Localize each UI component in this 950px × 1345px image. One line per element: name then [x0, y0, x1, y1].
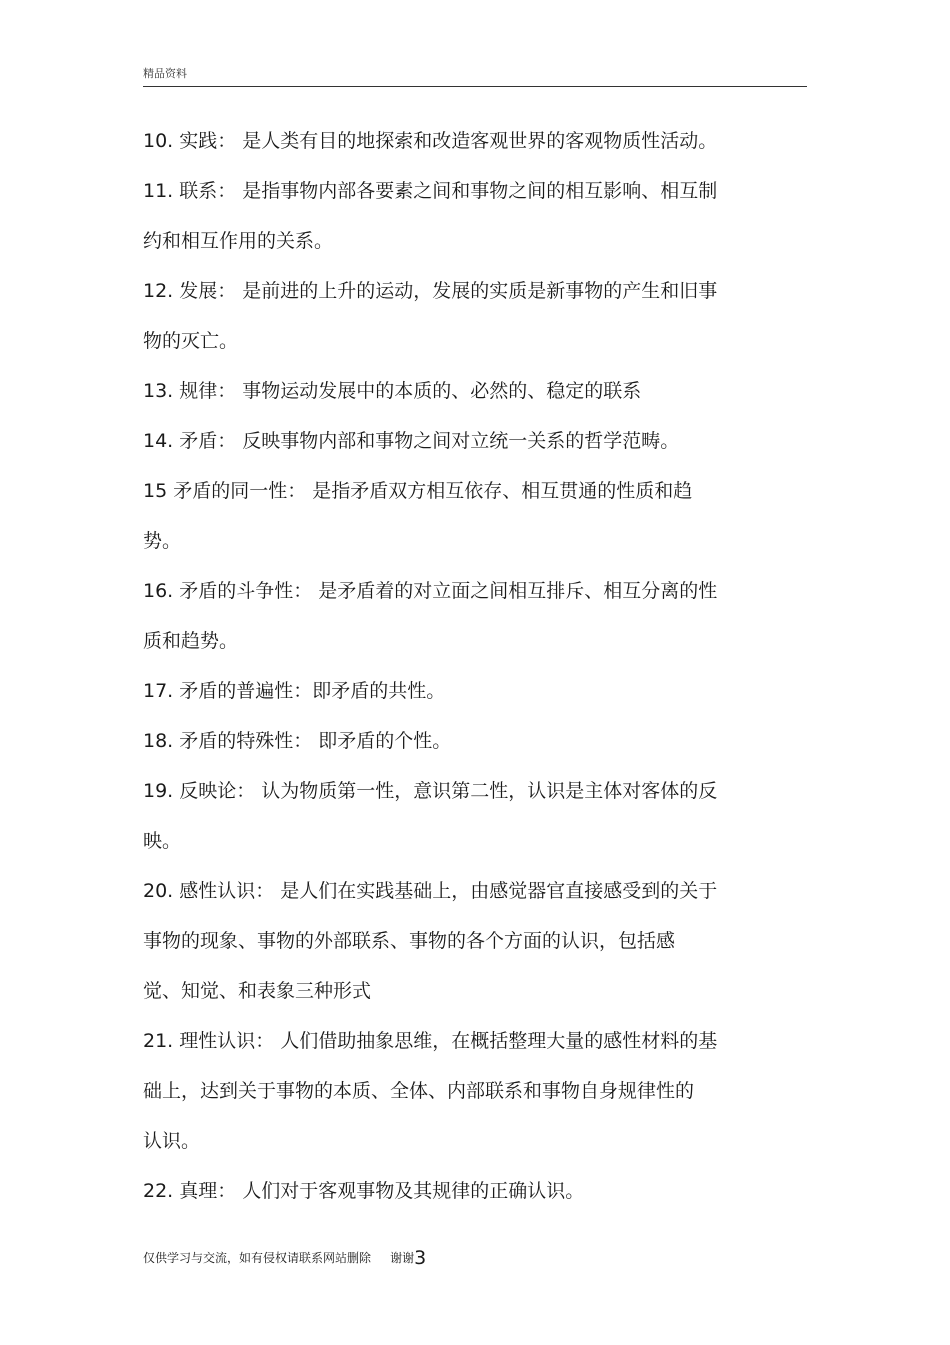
- header-label: 精品资料: [143, 67, 187, 80]
- text-line: 事物的现象、事物的外部联系、事物的各个方面的认识，包括感: [143, 930, 676, 952]
- text-line: 20. 感性认识： 是人们在实践基础上，由感觉器官直接感受到的关于: [143, 880, 718, 902]
- footer-thanks: 谢谢: [390, 1251, 415, 1265]
- page-number: 3: [414, 1247, 427, 1269]
- text-line: 势。: [143, 530, 182, 552]
- text-line: 14. 矛盾： 反映事物内部和事物之间对立统一关系的哲学范畴。: [143, 430, 680, 452]
- text-line: 21. 理性认识： 人们借助抽象思维，在概括整理大量的感性材料的基: [143, 1030, 718, 1052]
- text-line: 22. 真理： 人们对于客观事物及其规律的正确认识。: [143, 1180, 585, 1202]
- text-line: 19. 反映论： 认为物质第一性，意识第二性，认识是主体对客体的反: [143, 780, 718, 802]
- footer-notice: 仅供学习与交流，如有侵权请联系网站删除: [143, 1251, 372, 1265]
- text-line: 12. 发展： 是前进的上升的运动，发展的实质是新事物的产生和旧事: [143, 280, 718, 302]
- text-line: 17. 矛盾的普遍性：即矛盾的共性。: [143, 680, 446, 702]
- text-line: 18. 矛盾的特殊性： 即矛盾的个性。: [143, 730, 452, 752]
- text-line: 16. 矛盾的斗争性： 是矛盾着的对立面之间相互排斥、相互分离的性: [143, 580, 718, 602]
- text-line: 11. 联系： 是指事物内部各要素之间和事物之间的相互影响、相互制: [143, 180, 718, 202]
- text-line: 质和趋势。: [143, 630, 239, 652]
- text-line: 15 矛盾的同一性： 是指矛盾双方相互依存、相互贯通的性质和趋: [143, 480, 693, 502]
- text-line: 13. 规律： 事物运动发展中的本质的、必然的、稳定的联系: [143, 380, 642, 402]
- text-line: 约和相互作用的关系。: [143, 230, 334, 252]
- text-line: 10. 实践： 是人类有目的地探索和改造客观世界的客观物质性活动。: [143, 130, 718, 152]
- document-body: [143, 116, 783, 1216]
- text-line: 觉、知觉、和表象三种形式: [143, 980, 372, 1002]
- text-line: 物的灭亡。: [143, 330, 239, 352]
- page-header: [143, 66, 807, 87]
- text-line: 映。: [143, 830, 182, 852]
- text-line: 认识。: [143, 1130, 201, 1152]
- page-footer: [143, 1247, 426, 1269]
- text-line: 础上，达到关于事物的本质、全体、内部联系和事物自身规律性的: [143, 1080, 695, 1102]
